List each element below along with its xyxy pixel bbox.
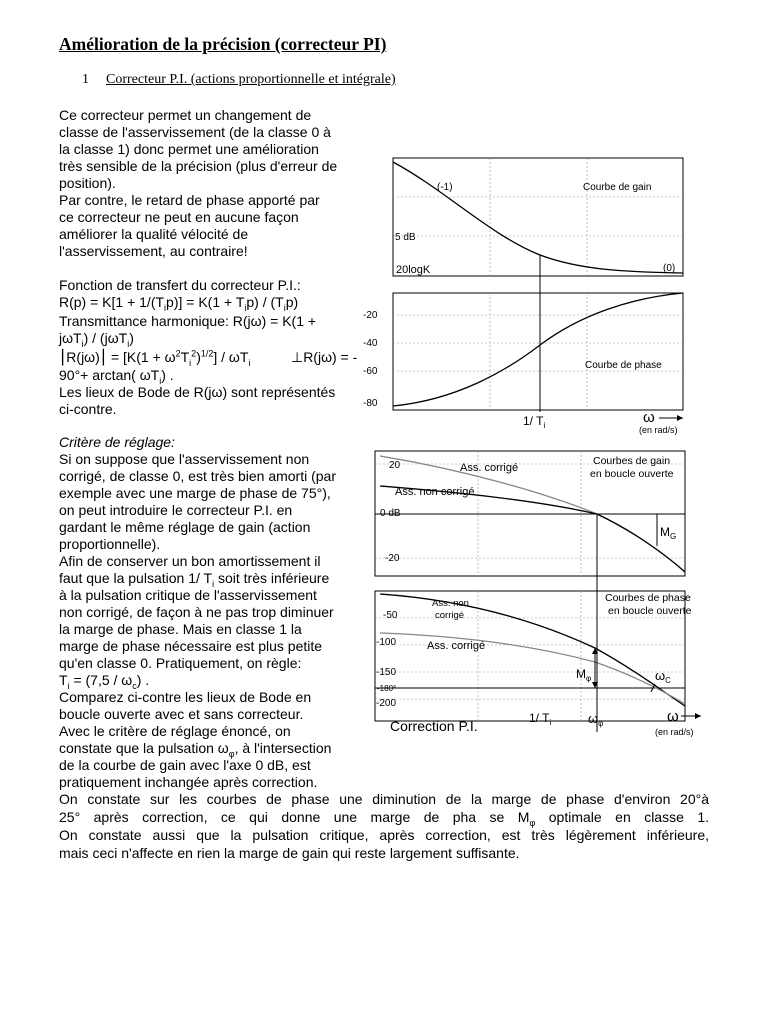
phase-tick: -150	[376, 667, 397, 678]
text-line: Par contre, le retard de phase apporté par	[59, 192, 320, 208]
text-line: ce correcteur ne peut en aucune façon	[59, 209, 299, 225]
uncorrected-phase-label: Ass. non	[432, 598, 469, 609]
gain-curve-uncorrected	[380, 486, 685, 572]
corrected-phase-label: Ass. corrigé	[427, 640, 486, 652]
text-line: ci-contre.	[59, 401, 117, 417]
section-title: Correcteur P.I. (actions proportionnelle et intégrale)	[106, 72, 396, 87]
formula-rule: $T_i = (7,5 / \omega_c)$ .	[59, 672, 150, 691]
omega-symbol: ω	[643, 409, 655, 426]
phase-plot-open-loop	[375, 591, 692, 721]
formula-harmonic-cont: jωT$_i$) / (jωT$_i$)	[59, 330, 134, 349]
gain-title: Courbes de gain	[593, 455, 671, 467]
gain-plot-open-loop	[375, 451, 685, 576]
text-line: classe de l'asservissement (de la classe 0 à	[59, 124, 331, 140]
gain-curve	[393, 162, 683, 273]
phase-tick: -180°	[377, 684, 397, 693]
phase-curve	[393, 293, 683, 406]
phase-margin-label: $M_\varphi$	[576, 667, 592, 683]
phase-tick: -80	[363, 398, 378, 409]
formula-modulus: ⎮R(jω)⎮ = $[K(1 + \omega^2T_i^2)^{1/2}] / \omega T_i$	[59, 348, 251, 368]
text-line: pratiquement inchangée après correction.	[59, 774, 318, 790]
text-line: Comparez ci-contre les lieux de Bode en	[59, 689, 312, 705]
phase-curve-label: Courbe de phase	[585, 360, 662, 371]
subsection-heading: Critère de réglage:	[59, 434, 175, 450]
figure-bode-corrector	[355, 150, 705, 440]
gain-tick: 20	[389, 460, 401, 471]
formula-transfer: $R(p) = K[1 + 1/(T_ip)] = K(1 + T_ip) / (T_ip)$	[59, 294, 299, 313]
text-line: proportionnelle).	[59, 536, 161, 552]
text-line: marge de phase nécessaire est plus petite	[59, 638, 323, 654]
text-line: Afin de conserver un bon amortissement il	[59, 553, 321, 569]
phase-title: en boucle ouverte	[608, 605, 692, 617]
text-line: qu'en classe 0. Pratiquement, on règle:	[59, 655, 302, 671]
phase-tick: -20	[363, 310, 378, 321]
phase-tick: -50	[383, 610, 398, 621]
gain-curve-label: Courbe de gain	[583, 182, 652, 193]
omega-unit: (en rad/s)	[655, 727, 694, 737]
gain-tick: -20	[385, 553, 400, 564]
phase-tick: -100	[376, 637, 397, 648]
text-line: la classe 1) donc permet une amélioration	[59, 141, 319, 157]
text-line: faut que la pulsation 1/ $T_i$ soit très inférieure	[59, 570, 330, 589]
text-line: Les lieux de Bode de R(jω) sont représentés	[59, 384, 336, 400]
text-line: boucle ouverte avec et sans correcteur.	[59, 706, 304, 722]
phase-tick: -40	[363, 338, 378, 349]
text-line-full: 25° après correction, ce qui donne une marge de pha se $M_\varphi$ optimale en classe 1.	[59, 809, 710, 828]
text-line-full: On constate aussi que la pulsation critique, après correction, est très légèrement inférieure,	[59, 827, 709, 843]
formula-harmonic: Transmittance harmonique: R(jω) = K(1 +	[59, 313, 317, 329]
text-line: améliorer la qualité vélocité de	[59, 226, 249, 242]
wphi-label: $\omega_\varphi$	[588, 711, 604, 728]
figure-bode-open-loop	[355, 448, 710, 748]
text-line: Si on suppose que l'asservissement non	[59, 451, 310, 467]
text-line: la marge de phase. Mais en classe 1 la	[59, 621, 302, 637]
text-line: on peut introduire le correcteur P.I. en	[59, 502, 293, 518]
phase-tick: -200	[376, 698, 397, 709]
text-line: l'asservissement, au contraire!	[59, 243, 248, 259]
omega-symbol: ω	[667, 708, 679, 725]
formula-argument: ⊥R(jω) = -	[291, 349, 358, 365]
phase-curve-corrected	[380, 633, 685, 704]
text-line: de la courbe de gain avec l'axe 0 dB, est	[59, 757, 311, 773]
gain-title: en boucle ouverte	[590, 468, 674, 480]
text-line: très sensible de la précision (plus d'erreur de	[59, 158, 338, 174]
ti-label: 1/ $T_i$	[523, 414, 546, 430]
phase-tick: -60	[363, 366, 378, 377]
gain-margin-label: $M_G$	[660, 525, 677, 541]
text-line: position).	[59, 175, 116, 191]
scale-label: 5 dB	[395, 232, 416, 243]
text-line: à la pulsation critique de l'asservissement	[59, 587, 317, 603]
text-line: Avec le critère de réglage énoncé, on	[59, 723, 291, 739]
text-line: corrigé, de classe 0, est très bien amorti (par	[59, 468, 337, 484]
uncorrected-label: Ass. non corrigé	[395, 486, 475, 498]
page-title: Amélioration de la précision (correcteur PI)	[59, 34, 387, 54]
text-line: Ce correcteur permet un changement de	[59, 107, 312, 123]
critical-freq-label: $\omega_C$	[655, 668, 671, 685]
text-line: non corrigé, de façon à ne pas trop diminuer	[59, 604, 334, 620]
text-line: gardant le même réglage de gain (action	[59, 519, 311, 535]
text-line-full: mais ceci n'affecte en rien la marge de gain qui reste largement suffisante.	[59, 845, 520, 861]
omega-unit: (en rad/s)	[639, 425, 678, 435]
uncorrected-phase-label: corrigé	[435, 610, 465, 621]
text-line: exemple avec une marge de phase de 75°),	[59, 485, 331, 501]
correction-title: Correction P.I.	[390, 718, 478, 734]
zero-slope-label: (0)	[663, 263, 676, 274]
phase-plot	[363, 293, 683, 410]
section-number: 1	[82, 72, 89, 87]
gain-plot	[393, 158, 683, 276]
slope-label: (-1)	[437, 182, 453, 193]
k-label: 20logK	[396, 264, 431, 276]
text-line: Fonction de transfert du correcteur P.I.:	[59, 277, 301, 293]
formula-argument-cont: 90°+ arctan( $\omega T_i$) .	[59, 367, 174, 386]
text-line-full: On constate sur les courbes de phase une diminution de la marge de phase d'environ 20°à	[59, 791, 709, 807]
ti-label: 1/ $T_i$	[529, 711, 552, 727]
gain-tick: 0 dB	[380, 508, 401, 519]
text-line: constate que la pulsation $\omega_\varphi$, à l'intersection	[59, 740, 332, 759]
phase-title: Courbes de phase	[605, 592, 691, 604]
corrected-label: Ass. corrigé	[460, 462, 519, 474]
